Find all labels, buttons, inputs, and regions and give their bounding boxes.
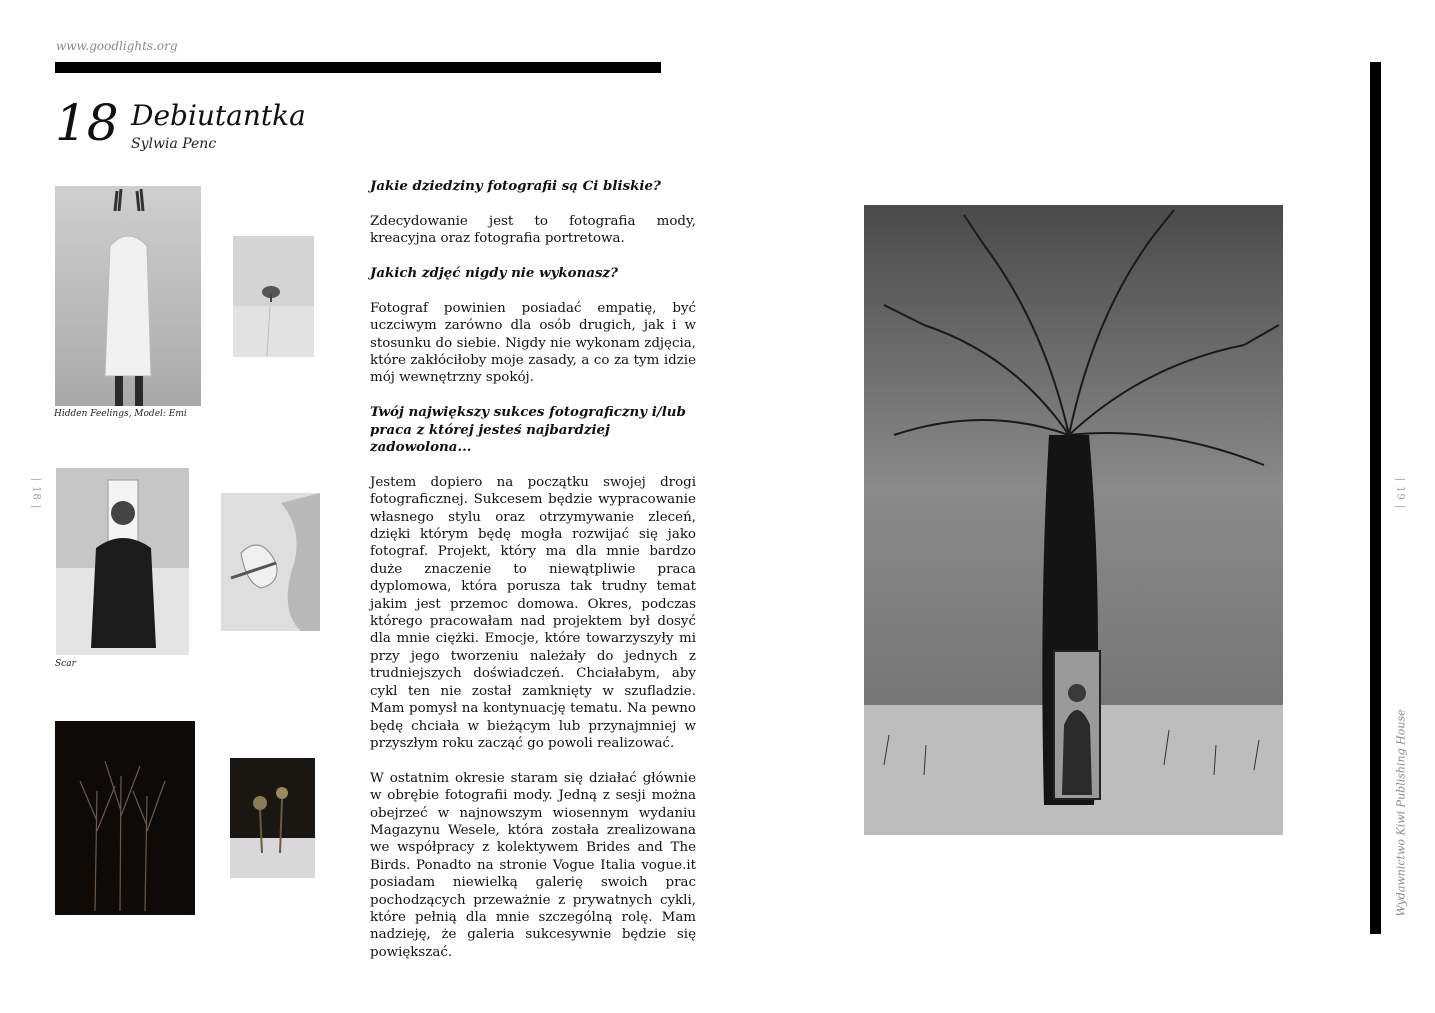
photo-caption: Scar — [55, 659, 76, 669]
question: Twój największy sukces fotograficzny i/lub praca z której jesteś najbardziej zadowolona... — [370, 404, 686, 456]
answer: Zdecydowanie jest to fotografia mody, kreacyjna oraz fotografia portretowa. — [370, 213, 696, 247]
publisher-name: Wydawnictwo Kiwi Publishing House — [1394, 709, 1408, 917]
page-number-left: | 18 | — [30, 477, 42, 510]
answer: W ostatnim okresie staram się działać głównie w obrębie fotografii mody. Jedną z sesji można obejrzeć w najnowszym wiosennym wydaniu Magazynu Wesele, która została zrealizowana we współpracy z kolektywem Brides and The Birds. Ponadto na stronie Vogue Italia vogue.it posiadam niewielką galerię swoich prac pochodzących przeważnie z prywatnych cykli, które pełnią dla mnie szczególną rolę. Mam nadzieję, że galeria sukcesywnie będzie się powiększać. — [370, 770, 696, 960]
photo-foggy-tree — [233, 236, 314, 357]
answer: Jestem dopiero na początku swojej drogi fotograficznej. Sukcesem będzie wypracowanie własnego stylu oraz otrzymywanie zleceń, dzięki którym będę mogła rozwijać się jako fotograf. Projekt, który ma dla mnie bardzo duże znaczenie to niewątpliwie praca dyplomowa, która porusza tak trudny temat jakim jest przemoc domowa. Okres, podczas którego pracowałam nad projektem był dosyć dla mnie ciężki. Emocje, które towarzyszyły mi przy jego tworzeniu należały do jednych z trudniejszych doświadczeń. Chciałabym, aby cykl ten nie został zamknięty w szufladzie. Mam pomysł na kontynuację tematu. Na pewno będę chciała w bieżącym lub przynajmniej w przyszłym roku zacząć go powoli realizować. — [370, 474, 696, 751]
article-author: Sylwia Penc — [131, 136, 217, 152]
photo-hidden-feelings — [55, 186, 201, 406]
page-number-right: | 19 | — [1394, 477, 1406, 510]
photo-night-trees — [55, 721, 195, 915]
photo-dry-flowers — [230, 758, 315, 878]
question: Jakich zdjęć nigdy nie wykonasz? — [370, 265, 618, 281]
interview-text — [370, 178, 696, 979]
site-url[interactable]: www.goodlights.org — [56, 39, 178, 53]
photo-hands — [221, 493, 320, 631]
photo-caption: Hidden Feelings, Model: Emi — [54, 409, 187, 419]
right-rule — [1370, 62, 1381, 934]
question: Jakie dziedziny fotografii są Ci bliskie? — [370, 178, 661, 194]
article-number: 18 — [55, 94, 119, 152]
article-title: Debiutantka — [131, 99, 306, 132]
photo-main-tree — [864, 205, 1283, 835]
photo-scar — [56, 468, 189, 655]
top-rule — [55, 62, 661, 73]
answer: Fotograf powinien posiadać empatię, być uczciwym zarówno dla osób drugich, jak i w stosunku do siebie. Nigdy nie wykonam zdjęcia, które zakłóciłoby moje zasady, a co za tym idzie mój wewnętrzny spokój. — [370, 300, 696, 386]
